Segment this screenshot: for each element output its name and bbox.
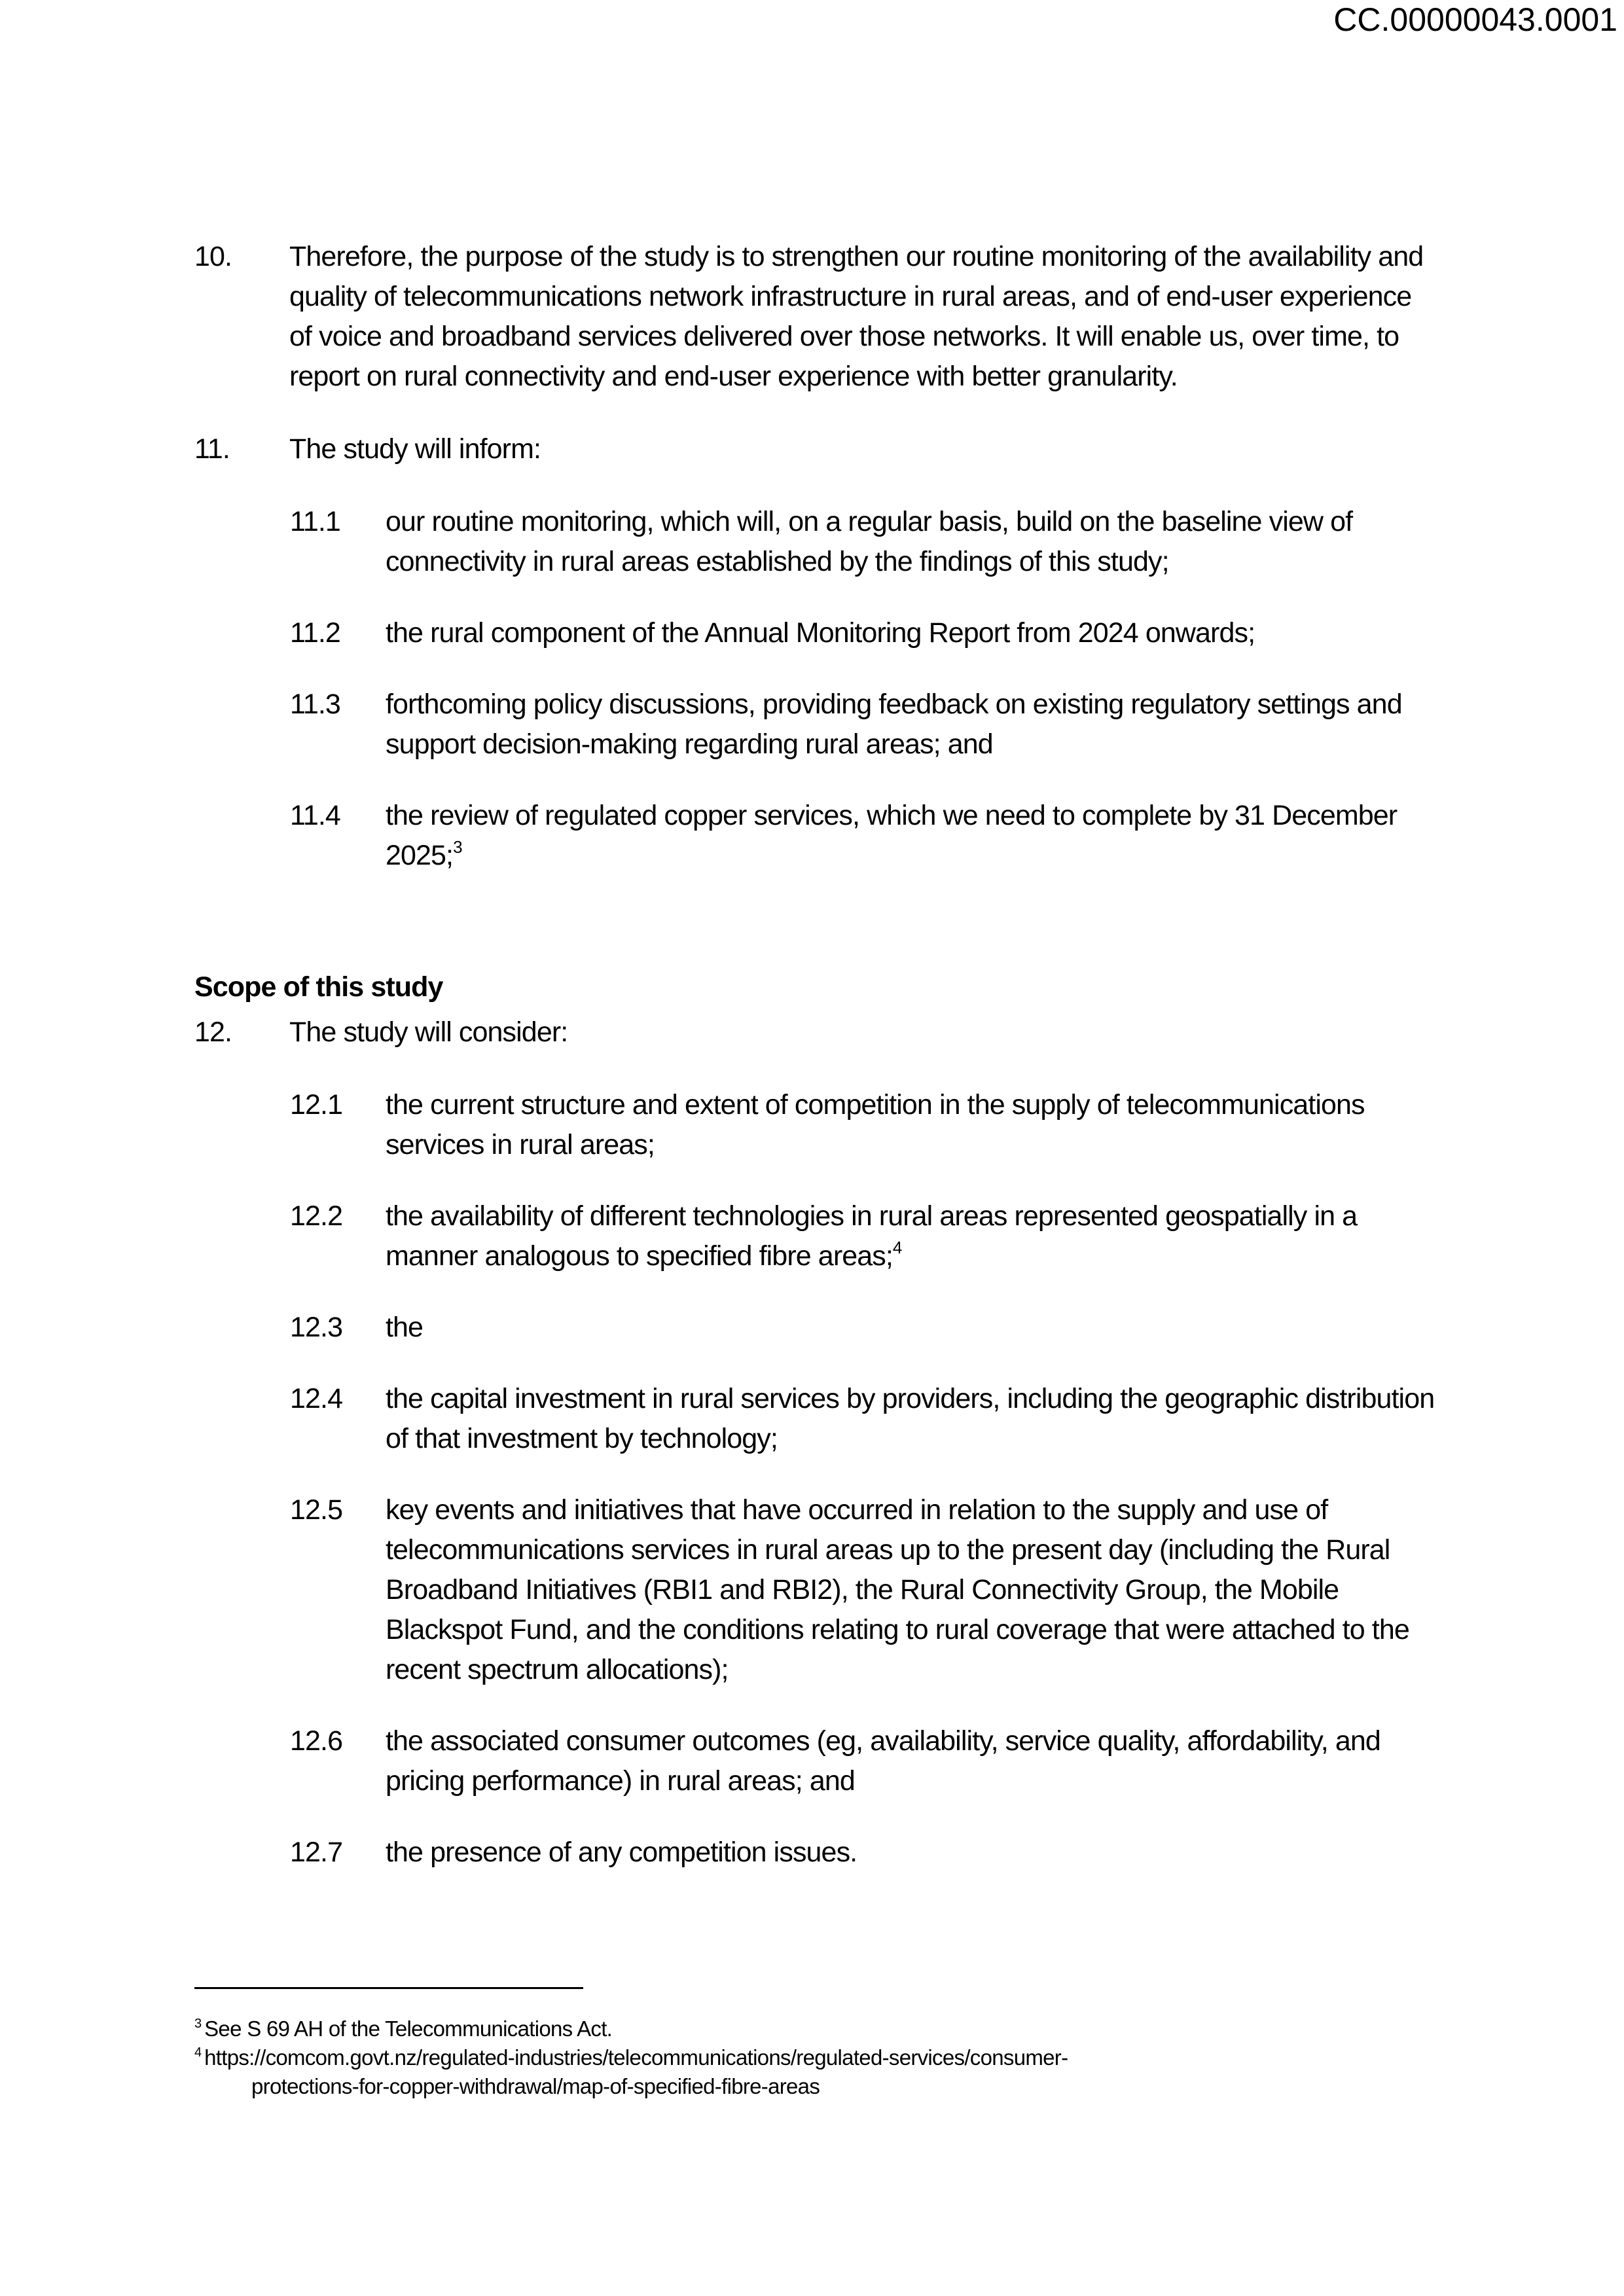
paragraph-text: The study will inform: — [289, 433, 541, 465]
subparagraph-number: 12.3 — [290, 1312, 343, 1343]
paragraph-text: Therefore, the purpose of the study is to strengthen our routine monitoring of the availability and quality of telecommunications network infrastructure in rural areas, and of end-user experience of voice and broadband services delivered over those networks. It will enable us, over time, to report on rural connectivity and end-user experience with better granularity. — [289, 241, 1424, 392]
subparagraph-12-2 — [194, 1196, 1438, 1276]
subparagraph-number: 11.2 — [290, 617, 340, 649]
subparagraph-11-4 — [194, 796, 1438, 876]
footnote-url-link-continued[interactable] — [251, 2074, 820, 2098]
footnote-url-link[interactable] — [204, 2045, 1068, 2070]
subparagraph-number: 11.4 — [290, 800, 340, 831]
subparagraph-number: 11.1 — [290, 506, 340, 537]
subparagraph-11-2 — [194, 613, 1438, 653]
subparagraph-12-5 — [194, 1490, 1438, 1690]
paragraph-10 — [194, 237, 1438, 397]
subparagraph-number: 12.1 — [290, 1089, 343, 1121]
paragraph-11 — [194, 429, 1438, 469]
subparagraph-11-3 — [194, 685, 1438, 764]
section-heading-scope: Scope of this study — [194, 971, 443, 1003]
subparagraph-text: the availability of different technologies in rural areas represented geospatially in a manner analogous to specified fibre areas; — [386, 1200, 1358, 1272]
footnote-separator — [194, 1987, 583, 1989]
subparagraph-text: the associated consumer outcomes (eg, availability, service quality, affordability, and pricing performance) in rural areas; and — [386, 1725, 1380, 1797]
subparagraph-number: 12.2 — [290, 1200, 343, 1232]
footnote-number: 4 — [194, 2045, 202, 2060]
footnote-url-line-2[interactable]: protections-for-copper-withdrawal/map-of-specified-fibre-areas — [251, 2074, 820, 2098]
footnote-text: See S 69 AH of the Telecommunications Act. — [204, 2017, 613, 2041]
paragraph-number: 10. — [194, 241, 232, 272]
footnote-url-line-1[interactable]: https://comcom.govt.nz/regulated-industries/telecommunications/regulated-services/consumer- — [204, 2045, 1068, 2070]
footnote-number: 3 — [194, 2017, 202, 2031]
paragraph-number: 11. — [194, 433, 230, 465]
subparagraph-12-4 — [194, 1379, 1438, 1459]
subparagraph-11-1 — [194, 502, 1438, 582]
subparagraph-text: the presence of any competition issues. — [386, 1837, 857, 1868]
subparagraph-12-1 — [194, 1085, 1438, 1165]
subparagraph-number: 11.3 — [290, 689, 340, 720]
document-body — [194, 237, 1438, 1873]
footnote-4 — [194, 2043, 1373, 2072]
subparagraph-number: 12.5 — [290, 1494, 343, 1526]
subparagraph-text: the capital investment in rural services by providers, including the geographic distribution of that investment by technology; — [386, 1383, 1435, 1454]
footnote-reference-3[interactable]: 3 — [453, 837, 463, 857]
footnote-4-continuation — [194, 2072, 1373, 2101]
subparagraph-text: the current structure and extent of competition in the supply of telecommunications services in rural areas; — [386, 1089, 1365, 1160]
footnote-reference-4[interactable]: 4 — [892, 1238, 903, 1257]
subparagraph-12-7 — [194, 1833, 1438, 1873]
subparagraph-12-3 — [194, 1308, 1438, 1348]
footnote-3 — [194, 2015, 1373, 2043]
paragraph-text: The study will consider: — [289, 1016, 568, 1048]
subparagraph-number: 12.7 — [290, 1837, 343, 1868]
subparagraph-number: 12.6 — [290, 1725, 343, 1757]
footnotes — [194, 2015, 1373, 2101]
paragraph-number: 12. — [194, 1016, 232, 1048]
paragraph-12 — [194, 1013, 1438, 1052]
subparagraph-number: 12.4 — [290, 1383, 343, 1414]
subparagraph-text: our routine monitoring, which will, on a regular basis, build on the baseline view of connectivity in rural areas established by the findings of this study; — [386, 506, 1353, 577]
subparagraph-text: the rural component of the Annual Monitoring Report from 2024 onwards; — [386, 617, 1255, 649]
subparagraph-text: forthcoming policy discussions, providing feedback on existing regulatory settings and support decision-making regarding rural areas; and — [386, 689, 1402, 760]
subparagraph-text: the — [386, 1312, 424, 1343]
subparagraph-text: key events and initiatives that have occurred in relation to the supply and use of telecommunications services in rural areas up to the present day (including the Rural Broadband Initiatives (RBI1 and RBI2), the Rural Connectivity Group, the Mobile Blackspot Fund, and the conditions relating to rural coverage that were attached to the recent spectrum allocations); — [386, 1494, 1409, 1685]
document-control-number: CC.00000043.0001 — [1333, 1, 1617, 38]
subparagraph-text: the review of regulated copper services, which we need to complete by 31 December 2025; — [386, 800, 1398, 871]
subparagraph-12-6 — [194, 1721, 1438, 1801]
